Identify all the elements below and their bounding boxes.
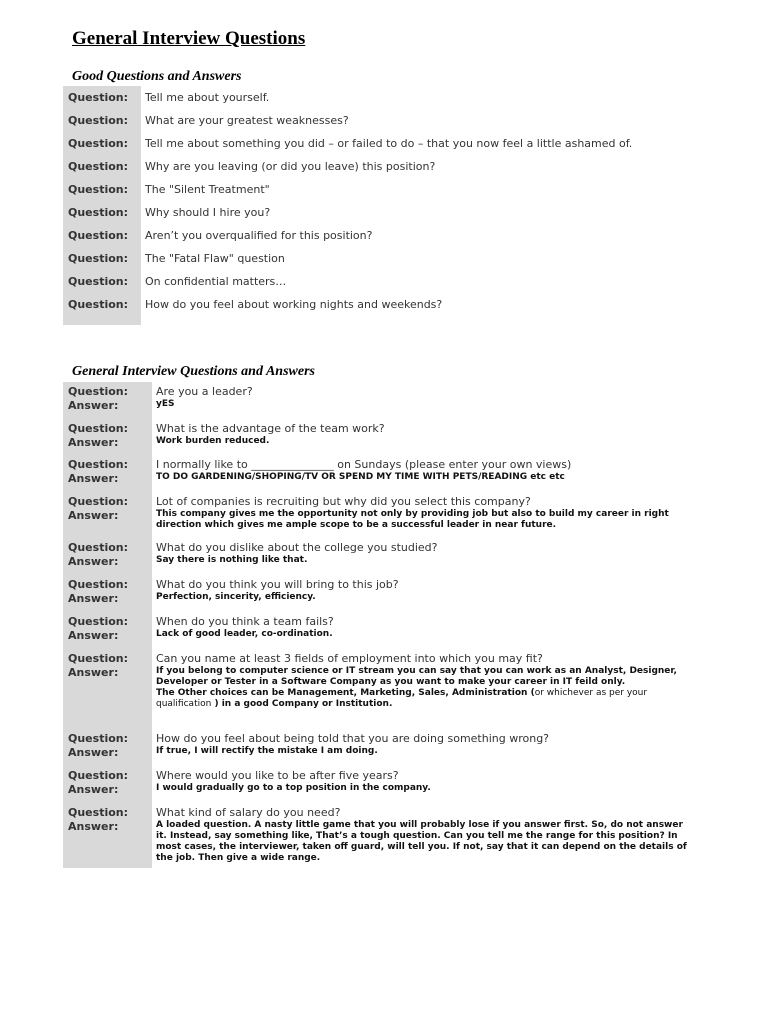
answer-label: Answer: [68, 666, 119, 679]
question-row [63, 155, 693, 178]
question-row [63, 224, 693, 247]
answer-text-continued: The Other choices can be Management, Marketing, Sales, Administration (or whichever as per your qualification ) in a good Company or Institution. [156, 688, 648, 709]
page-title: General Interview Questions [72, 28, 306, 49]
question-row [63, 109, 693, 132]
answer-text: A loaded question. A nasty little game that you will probably lose if you answer first. So, do not answer it. Instead, say something like, That’s a tough question. Can you tell me the range for this position? In most cases, the interviewer, taken off guard, will tell you. If not, say that it can depend on the details of the job. Then give a wide range. [156, 820, 687, 863]
question-label: Question: [68, 385, 129, 398]
qa-item [63, 492, 703, 538]
qa-item [63, 455, 703, 492]
question-label: Question: [63, 86, 141, 109]
question-text: Where would you like to be after five years? [156, 769, 399, 782]
qa-item [63, 729, 703, 766]
answer-label: Answer: [68, 509, 119, 522]
question-label: Question: [68, 615, 129, 628]
section-heading-questions-answers: General Interview Questions and Answers [72, 364, 315, 379]
question-label: Question: [63, 293, 141, 325]
question-text: I normally like to _______________ on Sundays (please enter your own views) [156, 458, 572, 471]
qa-labels [63, 382, 152, 419]
answer-text: This company gives me the opportunity not only by providing job but also to build my career in right direction which gives me ample scope to be a successful leader in near future. [156, 509, 669, 530]
question-label: Question: [68, 541, 129, 554]
answer-text: TO DO GARDENING/SHOPING/TV OR SPEND MY TIME WITH PETS/READING etc etc [156, 472, 565, 482]
question-text: The "Fatal Flaw" question [145, 252, 285, 265]
question-label: Question: [68, 732, 129, 745]
answer-text: Lack of good leader, co-ordination. [156, 629, 333, 639]
answer-text: If true, I will rectify the mistake I am doing. [156, 746, 378, 756]
qa-item [63, 382, 703, 419]
answer-text: I would gradually go to a top position in the company. [156, 783, 431, 793]
qa-labels [63, 729, 152, 766]
qa-item [63, 538, 703, 575]
qa-labels [63, 455, 152, 492]
question-text: How do you feel about working nights and weekends? [145, 298, 443, 311]
qa-labels [63, 419, 152, 455]
qa-labels [63, 492, 152, 538]
question-text: When do you think a team fails? [156, 615, 334, 628]
question-label: Question: [63, 201, 141, 224]
answer-text: Perfection, sincerity, efficiency. [156, 592, 316, 602]
answer-text: If you belong to computer science or IT stream you can say that you can work as an Analyst, Designer, Developer or Tester in a Software Company as you want to make your career in IT feild only. [156, 666, 677, 687]
answer-text: Say there is nothing like that. [156, 555, 308, 565]
question-text: What are your greatest weaknesses? [145, 114, 349, 127]
question-label: Question: [63, 155, 141, 178]
qa-item [63, 612, 703, 649]
question-label: Question: [68, 652, 129, 665]
answer-label: Answer: [68, 436, 119, 449]
qa-labels [63, 538, 152, 575]
qa-item [63, 649, 703, 729]
answer-label: Answer: [68, 820, 119, 833]
answer-text: Work burden reduced. [156, 436, 270, 446]
question-text: What do you think you will bring to this job? [156, 578, 399, 591]
question-text: Can you name at least 3 fields of employment into which you may fit? [156, 652, 543, 665]
question-label: Question: [68, 578, 129, 591]
question-label: Question: [68, 458, 129, 471]
question-row [63, 178, 693, 201]
question-label: Question: [63, 178, 141, 201]
question-row [63, 270, 693, 293]
question-label: Question: [63, 270, 141, 293]
qa-item [63, 575, 703, 612]
qa-item [63, 803, 703, 868]
answer-label: Answer: [68, 746, 119, 759]
qa-item [63, 419, 703, 455]
question-text: What is the advantage of the team work? [156, 422, 385, 435]
question-text: Tell me about something you did – or failed to do – that you now feel a little ashamed of. [145, 137, 633, 150]
questions-answers-table [63, 382, 703, 868]
section-heading-good-questions: Good Questions and Answers [72, 69, 242, 84]
question-text: How do you feel about being told that you are doing something wrong? [156, 732, 550, 745]
question-label: Question: [63, 247, 141, 270]
question-label: Question: [68, 422, 129, 435]
question-label: Question: [68, 495, 129, 508]
question-text: Why should I hire you? [145, 206, 271, 219]
question-row [63, 86, 693, 109]
question-label: Question: [68, 769, 129, 782]
question-row [63, 247, 693, 270]
good-questions-table [63, 86, 693, 316]
answer-label: Answer: [68, 783, 119, 796]
question-text: On confidential matters… [145, 275, 287, 288]
answer-label: Answer: [68, 472, 119, 485]
question-text: Are you a leader? [156, 385, 253, 398]
question-text: Aren’t you overqualified for this position? [145, 229, 373, 242]
answer-label: Answer: [68, 555, 119, 568]
question-label: Question: [63, 109, 141, 132]
question-text: The "Silent Treatment" [145, 183, 270, 196]
qa-labels [63, 803, 152, 868]
question-row [63, 293, 693, 316]
qa-labels [63, 575, 152, 612]
question-label: Question: [68, 806, 129, 819]
qa-labels [63, 649, 152, 729]
qa-labels [63, 766, 152, 803]
question-text: Lot of companies is recruiting but why did you select this company? [156, 495, 531, 508]
question-text: Tell me about yourself. [145, 91, 270, 104]
answer-text: yES [156, 399, 175, 409]
question-row [63, 132, 693, 155]
answer-label: Answer: [68, 399, 119, 412]
question-text: Why are you leaving (or did you leave) this position? [145, 160, 436, 173]
question-row [63, 201, 693, 224]
question-label: Question: [63, 132, 141, 155]
qa-labels [63, 612, 152, 649]
answer-label: Answer: [68, 592, 119, 605]
question-text: What kind of salary do you need? [156, 806, 341, 819]
question-label: Question: [63, 224, 141, 247]
answer-label: Answer: [68, 629, 119, 642]
question-text: What do you dislike about the college you studied? [156, 541, 438, 554]
qa-item [63, 766, 703, 803]
